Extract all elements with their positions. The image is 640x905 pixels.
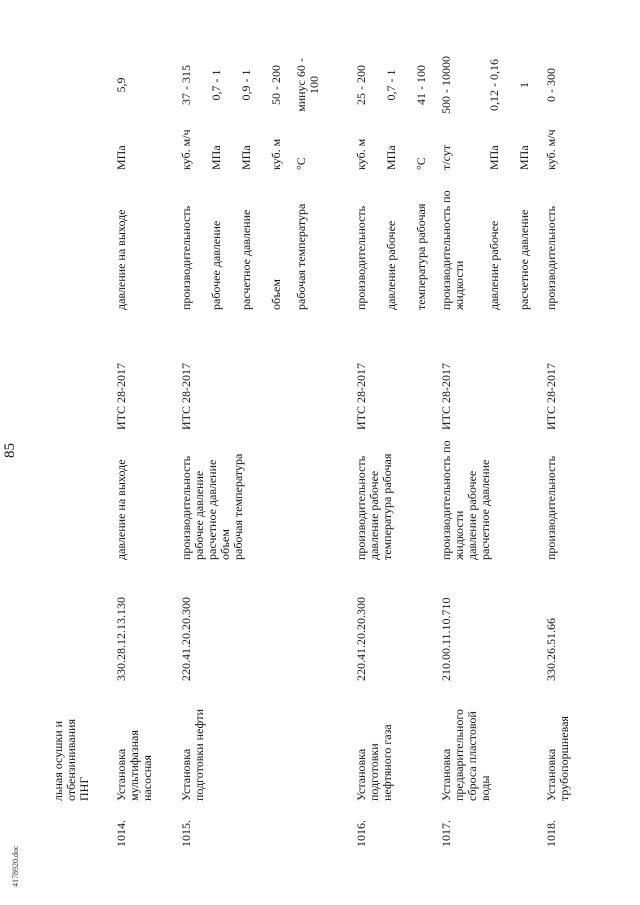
param-name: рабочая температура xyxy=(294,203,308,310)
row-number: 1014. xyxy=(114,820,128,847)
param-unit: МПа xyxy=(239,145,253,170)
row-number: 1016. xyxy=(354,820,368,847)
param-unit: МПа xyxy=(209,145,223,170)
characteristics-list: производительность по жидкости давление рабочее расчетное давление xyxy=(439,440,492,560)
characteristics-list: производительность давление рабочее температура рабочая xyxy=(354,453,394,560)
standard-ref: ИТС 28-2017 xyxy=(179,363,193,430)
standard-ref: ИТС 28-2017 xyxy=(544,363,558,430)
okpd-code: 210.00.11.10.710 xyxy=(439,597,453,681)
equipment-name: Установка подготовки нефтяного газа xyxy=(354,724,394,801)
param-value: минус 60 - 100 xyxy=(294,58,321,112)
equipment-name: Установка трубопоршневая xyxy=(544,716,571,801)
param-name: производительность по жидкости xyxy=(439,190,466,310)
row-number: 1015. xyxy=(179,820,193,847)
param-value: 0 - 300 xyxy=(544,68,558,102)
param-name: расчетное давление xyxy=(239,209,253,310)
param-name: производительность xyxy=(179,205,193,310)
param-name: давление рабочее xyxy=(487,220,501,310)
okpd-code: 330.26.51.66 xyxy=(544,618,558,681)
param-unit: МПа xyxy=(384,145,398,170)
param-value: 37 - 315 xyxy=(179,65,193,105)
equipment-name: Установка мультифазная насосная xyxy=(114,730,154,801)
param-value: 0,7 - 1 xyxy=(209,69,223,101)
param-value: 5,9 xyxy=(114,77,128,93)
standard-ref: ИТС 28-2017 xyxy=(114,363,128,430)
param-unit: куб. м/ч xyxy=(179,129,193,170)
param-name: производительность xyxy=(544,205,558,310)
okpd-code: 330.28.12.13.130 xyxy=(114,597,128,681)
equipment-name: Установка предварительного сброса пластовой воды xyxy=(439,708,492,801)
row-number: 1017. xyxy=(439,820,453,847)
param-name: давление на выходе xyxy=(114,209,128,310)
param-value: 25 - 200 xyxy=(354,65,368,105)
page-number: 85 xyxy=(2,443,18,458)
okpd-code: 220.41.20.20.300 xyxy=(354,597,368,681)
row-name-continued: льная осушки и отбензинивания ПНГ xyxy=(51,719,91,801)
param-unit: куб. м/ч xyxy=(544,129,558,170)
characteristics-list: производительность рабочее давление расчетное давление объем рабочая температура xyxy=(179,453,245,560)
param-unit: т/сут xyxy=(439,145,453,170)
param-name: расчетное давление xyxy=(517,209,531,310)
param-value: 50 - 200 xyxy=(269,65,283,105)
row-number: 1018. xyxy=(544,820,558,847)
characteristics-list: производительность xyxy=(544,455,558,560)
param-unit: °С xyxy=(294,157,308,170)
param-name: давление рабочее xyxy=(384,220,398,310)
param-name: объем xyxy=(269,279,283,310)
param-unit: °С xyxy=(414,157,428,170)
param-value: 0,9 - 1 xyxy=(239,69,253,101)
param-value: 41 - 100 xyxy=(414,65,428,105)
param-value: 500 - 10000 xyxy=(439,56,453,114)
param-value: 0,12 - 0,16 xyxy=(487,59,501,111)
okpd-code: 220.41.20.20.300 xyxy=(179,597,193,681)
standard-ref: ИТС 28-2017 xyxy=(439,363,453,430)
param-value: 0,7 - 1 xyxy=(384,69,398,101)
param-unit: МПа xyxy=(517,145,531,170)
standard-ref: ИТС 28-2017 xyxy=(354,363,368,430)
param-unit: МПа xyxy=(487,145,501,170)
doc-code: 4178920.doc xyxy=(11,845,20,887)
param-unit: куб. м xyxy=(354,138,368,170)
param-name: производительность xyxy=(354,205,368,310)
param-unit: куб. м xyxy=(269,138,283,170)
param-name: рабочее давление xyxy=(209,220,223,310)
param-unit: МПа xyxy=(114,145,128,170)
characteristics-list: давление на выходе xyxy=(114,459,128,560)
equipment-name: Установка подготовки нефти xyxy=(179,709,206,801)
param-value: 1 xyxy=(517,82,531,88)
param-name: температура рабочая xyxy=(414,203,428,310)
